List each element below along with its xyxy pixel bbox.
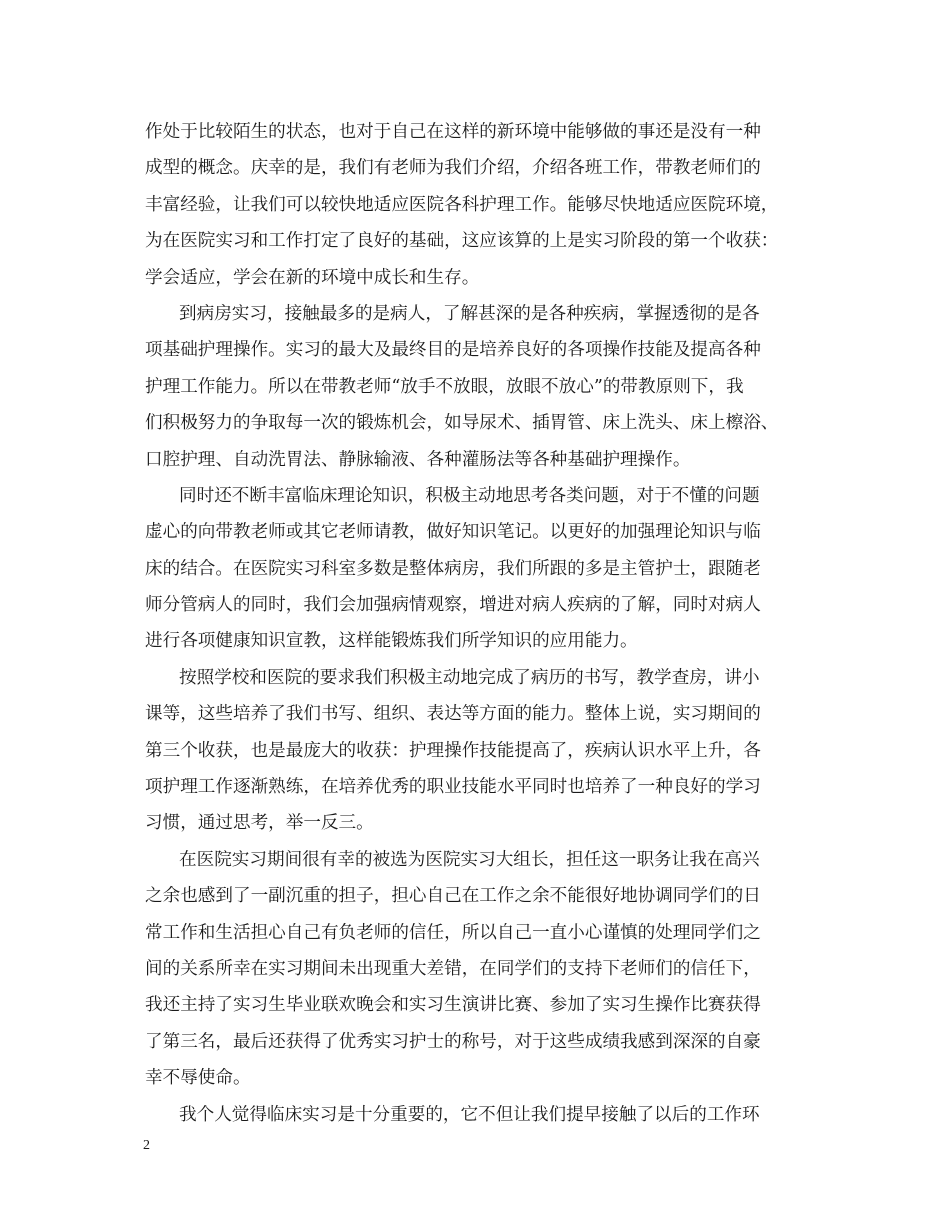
body-text [145,114,825,1133]
text-line: 虚心的向带教老师或其它老师请教，做好知识笔记。以更好的加强理论知识与临 [145,522,761,543]
text-line: 到病房实习，接触最多的是病人，了解甚深的是各种疾病，掌握透彻的是各 [179,303,760,324]
text-line: 了第三名，最后还获得了优秀实习护士的称号，对于这些成绩我感到深深的自豪 [145,1031,761,1052]
paragraph [145,660,825,842]
text-line: 项护理工作逐渐熟练，在培养优秀的职业技能水平同时也培养了一种良好的学习 [145,777,761,798]
paragraph [145,478,825,660]
text-line: 课等，这些培养了我们书写、组织、表达等方面的能力。整体上说，实习期间的 [145,704,761,725]
text-line: 护理工作能力。所以在带教老师“放手不放眼，放眼不放心”的带教原则下，我 [145,376,744,397]
text-line: 我个人觉得临床实习是十分重要的，它不但让我们提早接触了以后的工作环 [179,1104,760,1125]
text-line: 在医院实习期间很有幸的被选为医院实习大组长，担任这一职务让我在高兴 [179,849,760,870]
paragraph [145,296,825,478]
text-line: 进行各项健康知识宣教，这样能锻炼我们所学知识的应用能力。 [145,631,638,652]
text-line: 作处于比较陌生的状态，也对于自己在这样的新环境中能够做的事还是没有一种 [145,122,761,142]
text-line: 习惯，通过思考，举一反三。 [145,813,374,834]
text-line: 之余也感到了一副沉重的担子，担心自己在工作之余不能很好地协调同学们的日 [145,886,761,907]
text-line: 丰富经验，让我们可以较快地适应医院各科护理工作。能够尽快地适应医院环境， [145,194,779,215]
paragraph [145,1097,825,1133]
paragraph [145,842,825,1097]
text-line: 们积极努力的争取每一次的锻炼机会，如导尿术、插胃管、床上洗头、床上檫浴、 [145,413,779,434]
paragraph [145,114,825,296]
text-line: 成型的概念。庆幸的是，我们有老师为我们介绍，介绍各班工作，带教老师们的 [145,158,761,179]
text-line: 学会适应，学会在新的环境中成长和生存。 [145,267,480,288]
page-number: 2 [143,1138,150,1153]
text-line: 为在医院实习和工作打定了良好的基础，这应该算的上是实习阶段的第一个收获： [145,231,779,252]
text-line: 幸不辱使命。 [145,1068,251,1089]
text-line: 常工作和生活担心自己有负老师的信任，所以自己一直小心谨慎的处理同学们之 [145,922,761,943]
text-line: 同时还不断丰富临床理论知识，积极主动地思考各类问题，对于不懂的问题 [179,485,760,506]
text-line: 间的关系所幸在实习期间未出现重大差错，在同学们的支持下老师们的信任下， [145,958,761,979]
text-line: 项基础护理操作。实习的最大及最终目的是培养良好的各项操作技能及提高各种 [145,340,761,361]
text-line: 口腔护理、自动洗胃法、静脉输液、各种灌肠法等各种基础护理操作。 [145,449,691,470]
text-line: 第三个收获，也是最庞大的收获：护理操作技能提高了，疾病认识水平上升，各 [145,740,761,761]
text-line: 床的结合。在医院实习科室多数是整体病房，我们所跟的多是主管护士，跟随老 [145,558,761,579]
text-line: 我还主持了实习生毕业联欢晚会和实习生演讲比赛、参加了实习生操作比赛获得 [145,995,761,1016]
text-line: 师分管病人的同时，我们会加强病情观察，增进对病人疾病的了解，同时对病人 [145,595,761,616]
text-line: 按照学校和医院的要求我们积极主动地完成了病历的书写，教学查房，讲小 [179,667,760,688]
